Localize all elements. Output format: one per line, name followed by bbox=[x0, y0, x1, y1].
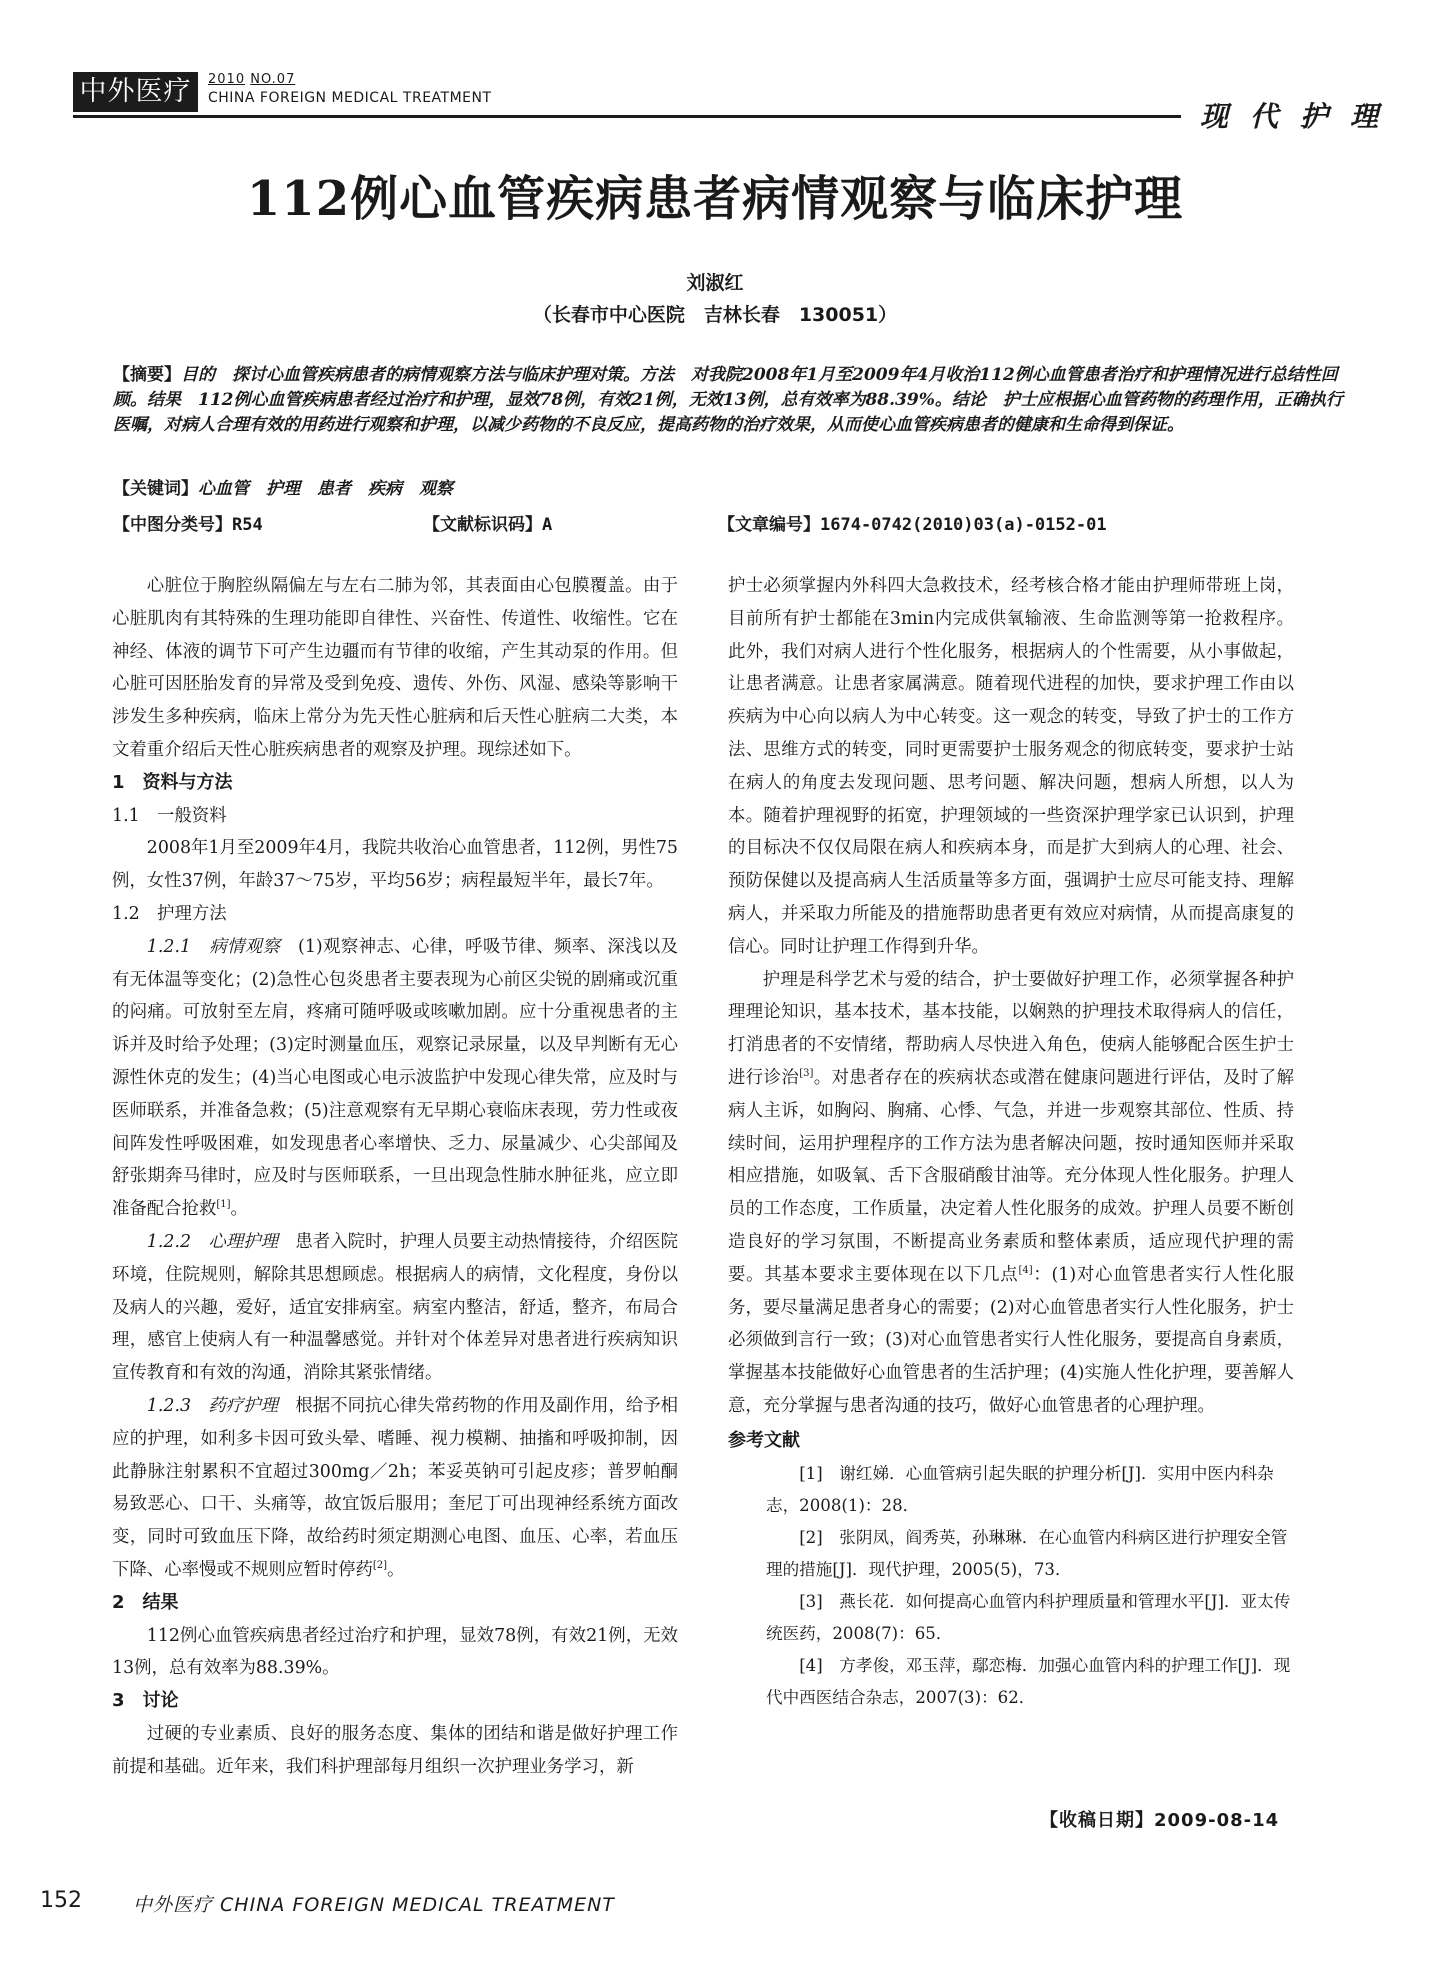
received-date: 【收稿日期】2009-08-14 bbox=[1040, 1810, 1280, 1831]
references-heading: 参考文献 bbox=[728, 1429, 800, 1451]
page-number: 152 bbox=[40, 1888, 82, 1913]
reference-item: [1] 谢红娣．心血管病引起失眠的护理分析[J]．实用中医内科杂志，2008(1)：28． bbox=[766, 1463, 1274, 1515]
document-code: 【文献标识码】A bbox=[423, 515, 553, 535]
paragraph-discussion-start: 过硬的专业素质、良好的服务态度、集体的团结和谐是做好护理工作前提和基础。近年来，我们科护理部每月组织一次护理业务学习，新 bbox=[112, 1723, 678, 1777]
paragraph-general-data: 2008年1月至2009年4月，我院共收治心血管患者，112例，男性75例，女性37例，年龄37～75岁，平均56岁；病程最短半年，最长7年。 bbox=[112, 838, 678, 892]
journal-logo: 中外医疗 bbox=[73, 72, 198, 112]
body-left-column bbox=[112, 570, 678, 1783]
observation-end: 。 bbox=[230, 1199, 248, 1220]
subsub-label-1-2-1: 1.2.1 病情观察 bbox=[146, 936, 281, 957]
paragraph-psych-care bbox=[112, 1226, 678, 1390]
reference-item: [2] 张阴凤，阎秀英，孙琳琳．在心血管内科病区进行护理安全管理的措施[J]．现代护理，2005(5)，73． bbox=[766, 1527, 1288, 1579]
subsub-label-1-2-3: 1.2.3 药疗护理 bbox=[146, 1395, 278, 1416]
footer-journal-name: 中外医疗 CHINA FOREIGN MEDICAL TREATMENT bbox=[133, 1894, 615, 1916]
issue-info bbox=[208, 72, 295, 87]
section-heading-2: 2 结果 bbox=[112, 1591, 179, 1613]
citation-3[interactable]: [3] bbox=[799, 1068, 814, 1080]
abstract-text: 目的 探讨心血管疾病患者的病情观察方法与临床护理对策。方法 对我院2008年1月至2009年4月收治112例心血管患者治疗和护理情况进行总结性回顾。结果 112例心血管疾病患者经过治疗和护理，显效78例，有效21例，无效13例，总有效率为88.39%。结论 护士应根据心血管药物的药理作用，正确执行医嘱，对病人合理有效的用药进行观察和护理，以减少药物的不良反应，提高药物的治疗效果，从而使心血管疾病患者的健康和生命得到保证。 bbox=[113, 365, 1343, 435]
paragraph-nursing-art bbox=[728, 964, 1294, 1423]
citation-2[interactable]: [2] bbox=[372, 1560, 388, 1572]
reference-item: [3] 燕长花．如何提高心血管内科护理质量和管理水平[J]．亚太传统医药，2008(7)：65． bbox=[766, 1591, 1291, 1643]
article-number: 【文章编号】1674-0742(2010)03(a)-0152-01 bbox=[718, 515, 1107, 535]
author-affiliation: （长春市中心医院 吉林长春 130051） bbox=[532, 304, 898, 326]
subsection-heading-1-1: 1.1 一般资料 bbox=[112, 805, 227, 826]
column-name: 现代护理 bbox=[1200, 100, 1401, 133]
section-heading-3: 3 讨论 bbox=[112, 1690, 179, 1712]
clc-number: 【中图分类号】R54 bbox=[113, 515, 263, 535]
article-author: 刘淑红 bbox=[686, 272, 744, 294]
section-heading-1: 1 资料与方法 bbox=[112, 771, 233, 793]
reference-item: [4] 方孝俊，邓玉萍，鄢恋梅．加强心血管内科的护理工作[J]．现代中西医结合杂志，2007(3)：62． bbox=[766, 1655, 1291, 1707]
drug-care-text: 根据不同抗心律失常药物的作用及副作用，给予相应的护理，如利多卡因可致头晕、嗜睡、视力模糊、抽搐和呼吸抑制，因此静脉注射累积不宜超过300mg／2h；苯妥英钠可引起皮疹；普罗帕酮易致恶心、口干、头痛等，故宜饭后服用；奎尼丁可出现神经系统方面改变，同时可致血压下降，故给药时须定期测心电图、血压、心率，若血压下降、心率慢或不规则应暂时停药 bbox=[112, 1395, 679, 1580]
subsection-heading-1-2: 1.2 护理方法 bbox=[112, 903, 227, 924]
header-rule bbox=[73, 115, 1181, 118]
paragraph-drug-care bbox=[112, 1390, 678, 1587]
paragraph-discussion-cont: 护士必须掌握内外科四大急救技术，经考核合格才能由护理师带班上岗，目前所有护士都能在3min内完成供氧输液、生命监测等第一抢救程序。此外，我们对病人进行个性化服务，根据病人的个性需要，从小事做起，让患者满意。让患者家属满意。随着现代进程的加快，要求护理工作由以疾病为中心向以病人为中心转变。这一观念的转变，导致了护士的工作方法、思维方式的转变，同时更需要护士服务观念的彻底转变，要求护士站在病人的角度去发现问题、思考问题、解决问题，想病人所想，以人为本。随着护理视野的拓宽，护理领域的一些资深护理学家已认识到，护理的目标决不仅仅局限在病人和疾病本身，而是扩大到病人的心理、社会、预防保健以及提高病人生活质量等多方面，强调护士应尽可能支持、理解病人，并采取力所能及的措施帮助患者更有效应对病情，从而提高康复的信心。同时让护理工作得到升华。 bbox=[728, 576, 1294, 957]
body-right-column bbox=[728, 570, 1294, 1714]
keywords-label: 【关键词】 bbox=[113, 479, 198, 499]
citation-1[interactable]: [1] bbox=[216, 1199, 231, 1211]
article-title: 112例心血管疾病患者病情观察与临床护理 bbox=[246, 171, 1184, 227]
psych-care-text: 患者入院时，护理人员要主动热情接待，介绍医院环境，住院规则，解除其思想顾虑。根据病人的病情，文化程度，身份以及病人的兴趣，爱好，适宜安排病室。病室内整洁，舒适，整齐，布局合理，感官上使病人有一种温馨感觉。并针对个体差异对患者进行疾病知识宣传教育和有效的沟通，消除其紧张情绪。 bbox=[112, 1231, 679, 1384]
keywords-text: 心血管 护理 患者 疾病 观察 bbox=[198, 479, 453, 499]
drug-care-end: 。 bbox=[387, 1559, 405, 1580]
observation-text: (1)观察神志、心律，呼吸节律、频率、深浅以及有无体温等变化；(2)急性心包炎患者主要表现为心前区尖锐的剧痛或沉重的闷痛。可放射至左肩，疼痛可随呼吸或咳嗽加剧。应十分重视患者的主诉并及时给予处理；(3)定时测量血压，观察记录尿量，以及早判断有无心源性休克的发生；(4)当心电图或心电示波监护中发现心律失常，应及时与医师联系，并准备急救；(5)注意观察有无早期心衰临床表现，劳力性或夜间阵发性呼吸困难，如发现患者心率增快、乏力、尿量减少、心尖部闻及舒张期奔马律时，应及时与医师联系，一旦出现急性肺水肿征兆，应立即准备配合抢救 bbox=[112, 936, 679, 1220]
classification-row bbox=[113, 510, 1353, 535]
abstract-label: 【摘要】 bbox=[113, 365, 181, 385]
subsub-label-1-2-2: 1.2.2 心理护理 bbox=[146, 1231, 278, 1252]
intro-paragraph: 心脏位于胸腔纵隔偏左与左右二肺为邻，其表面由心包膜覆盖。由于心脏肌肉有其特殊的生理功能即自律性、兴奋性、传道性、收缩性。它在神经、体液的调节下可产生边疆而有节律的收缩，产生其动泵的作用。但心脏可因胚胎发育的异常及受到免疫、遗传、外伤、风湿、感染等影响干涉发生多种疾病，临床上常分为先天性心脏病和后天性心脏病二大类，本文着重介绍后天性心脏疾病患者的观察及护理。现综述如下。 bbox=[112, 576, 678, 760]
citation-4[interactable]: [4] bbox=[1018, 1264, 1033, 1276]
issue-year: 2010 bbox=[208, 72, 246, 87]
paragraph-observation bbox=[112, 931, 678, 1226]
nursing-art-a: 护理是科学艺术与爱的结合，护士要做好护理工作，必须掌握各种护理理论知识，基本技术，基本技能，以娴熟的护理技术取得病人的信任，打消患者的不安情绪，帮助病人尽快进入角色，使病人能够配合医生护士进行诊治 bbox=[728, 969, 1294, 1088]
nursing-art-b: 。对患者存在的疾病状态或潜在健康问题进行评估，及时了解病人主诉，如胸闷、胸痛、心悸、气急，并进一步观察其部位、性质、持续时间，运用护理程序的工作方法为患者解决问题，按时通知医师并采取相应措施，如吸氧、舌下含服硝酸甘油等。充分体现人性化服务。护理人员的工作态度，工作质量，决定着人性化服务的成效。护理人员要不断创造良好的学习氛围，不断提高业务素质和整体素质，适应现代护理的需要。其基本要求主要体现在以下几点 bbox=[728, 1067, 1294, 1285]
issue-number: NO.07 bbox=[250, 72, 296, 87]
abstract bbox=[113, 363, 1353, 438]
paragraph-results: 112例心血管疾病患者经过治疗和护理，显效78例，有效21例，无效13例，总有效率为88.39%。 bbox=[112, 1625, 678, 1679]
journal-english-name: CHINA FOREIGN MEDICAL TREATMENT bbox=[208, 90, 492, 106]
nursing-art-c: ：(1)对心血管患者实行人性化服务，要尽量满足患者身心的需要；(2)对心血管患者实行人性化服务，护士必须做到言行一致；(3)对心血管患者实行人性化服务，要提高自身素质，掌握基本技能做好心血管患者的生活护理；(4)实施人性化护理，要善解人意，充分掌握与患者沟通的技巧，做好心血管患者的心理护理。 bbox=[728, 1264, 1294, 1416]
keywords bbox=[113, 477, 1353, 502]
